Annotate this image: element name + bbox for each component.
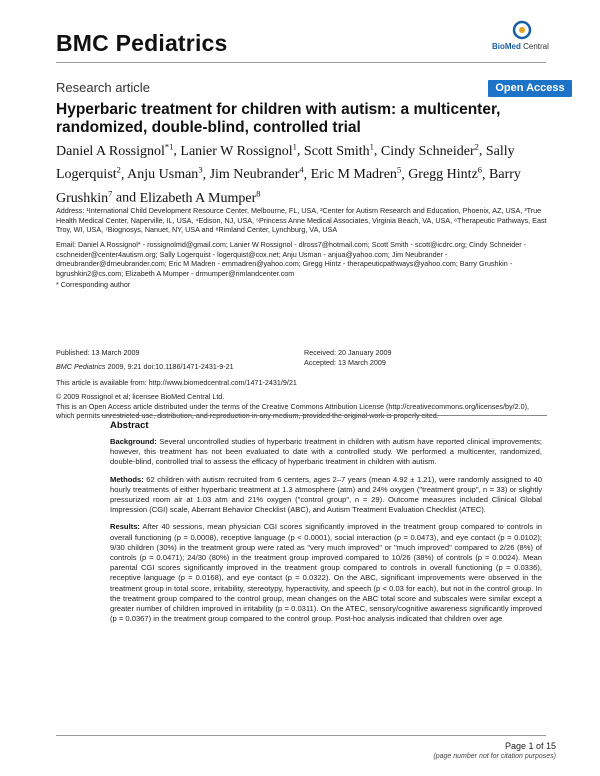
copyright-line: © 2009 Rossignol et al; licensee BioMed Central Ltd.	[56, 392, 225, 401]
biomed-central-logo	[492, 20, 554, 56]
received-date: Received: 20 January 2009	[304, 348, 392, 357]
author-name: Sally Logerquist	[56, 143, 515, 183]
author-emails: Email: Daniel A Rossignol* - rossignolmd@gmail.com; Lanier W Rossignol - dlross7@hotmail.com; Scott Smith - scott@icdrc.org; Cindy Schneider - cschneider@center4autism.org; Sally Logerquist - logerquist@cox.net; Anju Usman - anjua@yahoo.com; Jim Neubrander - drneubrander@drneubrander.com; Eric M Madren - emmadren@yahoo.com; Gregg Hintz - therapeuticpathways@yahoo.com; Barry Grushkin - bgrushkin2@cs.com; Elizabeth A Mumper - drmumper@rimlandcenter.com	[56, 240, 527, 278]
author-name: Scott Smith	[303, 143, 370, 159]
affiliations: Address: ¹International Child Development Resource Center, Melbourne, FL, USA, ²Center for Autism Research and Education, Phoenix, AZ, USA, ³True Health Medical Center, Naperville, IL, USA, ⁴Edison, NJ, USA, ⁵Princess Anne Medical Associates, Virginia Beach, VA, USA, ⁶Therapeutic Pathways, East Troy, WI, USA, ⁷Biognosys, Nanuet, NY, USA and ⁸Rimland Center, Lynchburg, VA, USA	[56, 206, 547, 235]
corresponding-author-note: * Corresponding author	[56, 280, 131, 289]
logo-wordmark: BioMed Central	[492, 42, 549, 51]
header-divider	[56, 62, 546, 63]
author	[209, 164, 304, 183]
journal-title: BMC Pediatrics	[56, 30, 228, 56]
author	[127, 164, 203, 183]
page-number-note: (page number not for citation purposes)	[433, 753, 556, 760]
author-affiliation: 2	[116, 164, 121, 175]
author-affiliation: 3	[198, 164, 203, 175]
author-affiliation: 2	[474, 141, 479, 151]
author-affiliation: 1	[292, 141, 297, 151]
author-name: Daniel A Rossignol	[56, 143, 165, 159]
footer-divider	[56, 735, 546, 736]
citation: BMC Pediatrics 2009, 9:21 doi:10.1186/1471-2431-9-21	[56, 362, 234, 371]
availability-link[interactable]: This article is available from: http://www.biomedcentral.com/1471-2431/9/21	[56, 378, 297, 387]
author-affiliation: 5	[396, 164, 402, 175]
author	[180, 141, 297, 159]
author-list: Daniel A Rossignol$^{*1}$, Lanier W Rossignol$^1$, Scott Smith$^1$, Cindy Schneider$^2$, Sally Logerquist$^2$, Anju Usman$^3$, Jim Neubrander$^4$, Eric M Madren$^5$, Gregg Hintz$^6$, Barry Grushkin$^7$ and Elizabeth A Mumper$^8$	[56, 141, 521, 206]
abstract-methods: Methods: 62 children with autism recruited from 6 centers, ages 2–7 years (mean 4.92 ± 1.21), were randomly assigned to 40 hourly treatments of either hyperbaric treatment at 1.3 atmosphere (atm) and 24% oxygen ("treatment group", n = 33) or slightly pressurized room air at 1.03 atm and 21% oxygen ("control group", n = 29). Outcome measures included Clinical Global Impression (CGI) scale, Aberrant Behavior Checklist (ABC), and Autism Treatment Evaluation Checklist (ATEC).	[110, 474, 542, 515]
open-access-badge: Open Access	[488, 80, 572, 97]
published-date: Published: 13 March 2009	[56, 348, 140, 357]
author-name: Cindy Schneider	[380, 143, 475, 159]
biomed-central-logo-icon	[512, 20, 532, 40]
author-affiliation: 4	[299, 164, 304, 175]
author	[408, 164, 483, 183]
author-affiliation: *1	[164, 141, 174, 151]
author	[303, 141, 374, 159]
accepted-date: Accepted: 13 March 2009	[304, 357, 386, 367]
author	[56, 141, 174, 159]
article-type: Research article	[56, 80, 150, 95]
license-statement: This is an Open Access article distributed under the terms of the Creative Commons Attribution License (http://creativecommons.org/licenses/by/2.0), which permits unrestricted use, distribution, and reproduction in any medium, provided the original work is properly cited.	[56, 401, 529, 421]
author	[139, 188, 261, 206]
author-affiliation: 6	[477, 164, 483, 175]
author	[310, 164, 402, 183]
abstract-results: Results: After 40 sessions, mean physician CGI scores significantly improved in the treatment group compared to controls in overall functioning (p = 0.0008), receptive language (p < 0.0001), social interaction (p = 0.0473), and eye contact (p = 0.0102); 9/30 children (30%) in the treatment group were rated as "very much improved" or "much improved" compared to 2/26 (8%) of controls (p = 0.0471); 24/30 (80%) in the treatment group improved compared to 10/26 (38%) of controls (p = 0.0024). Mean parental CGI scores significantly improved in the treatment group compared to controls in overall functioning (p = 0.0336), receptive language (p = 0.0168), and eye contact (p = 0.0322). On the ABC, significant improvements were observed in the treatment group in total score, irritability, stereotypy, hyperactivity, and speech (p < 0.03 for each), but not in the control group. In the treatment group compared to the control group, mean changes on the ABC total score and subscales were similar except a greater number of children improved in irritability (p = 0.0311). On the ATEC, sensory/cognitive awareness significantly improved (p = 0.0367) in the treatment group compared to the control group. Post-hoc analysis indicated that children over age	[110, 522, 542, 624]
page-number: Page 1 of 15	[504, 741, 556, 751]
abstract-heading: Abstract	[110, 420, 149, 431]
author-name: Barry Grushkin	[56, 167, 521, 206]
abstract-background: Background: Several uncontrolled studies of hyperbaric treatment in children with autism have reported clinical improvements; however, this treatment has not been evaluated to date with a controlled study. We performed a multicenter, randomized, double-blind, controlled trial to assess the efficacy of hyperbaric treatment in children with autism.	[110, 437, 542, 467]
author-affiliation: 7	[108, 188, 113, 199]
abstract-body	[110, 437, 542, 631]
article-title: Hyperbaric treatment for children with autism: a multicenter, randomized, double-blind, controlled trial	[56, 101, 501, 136]
author-affiliation: 1	[369, 141, 374, 151]
author	[380, 141, 479, 159]
author-name: Elizabeth A Mumper	[139, 190, 257, 206]
author-name: Eric M Madren	[310, 167, 397, 183]
author-name: Anju Usman	[127, 167, 199, 183]
author-name: Gregg Hintz	[408, 167, 478, 183]
author-name: Jim Neubrander	[209, 167, 300, 183]
author-affiliation: 8	[256, 188, 261, 199]
author-name: Lanier W Rossignol	[180, 143, 293, 159]
